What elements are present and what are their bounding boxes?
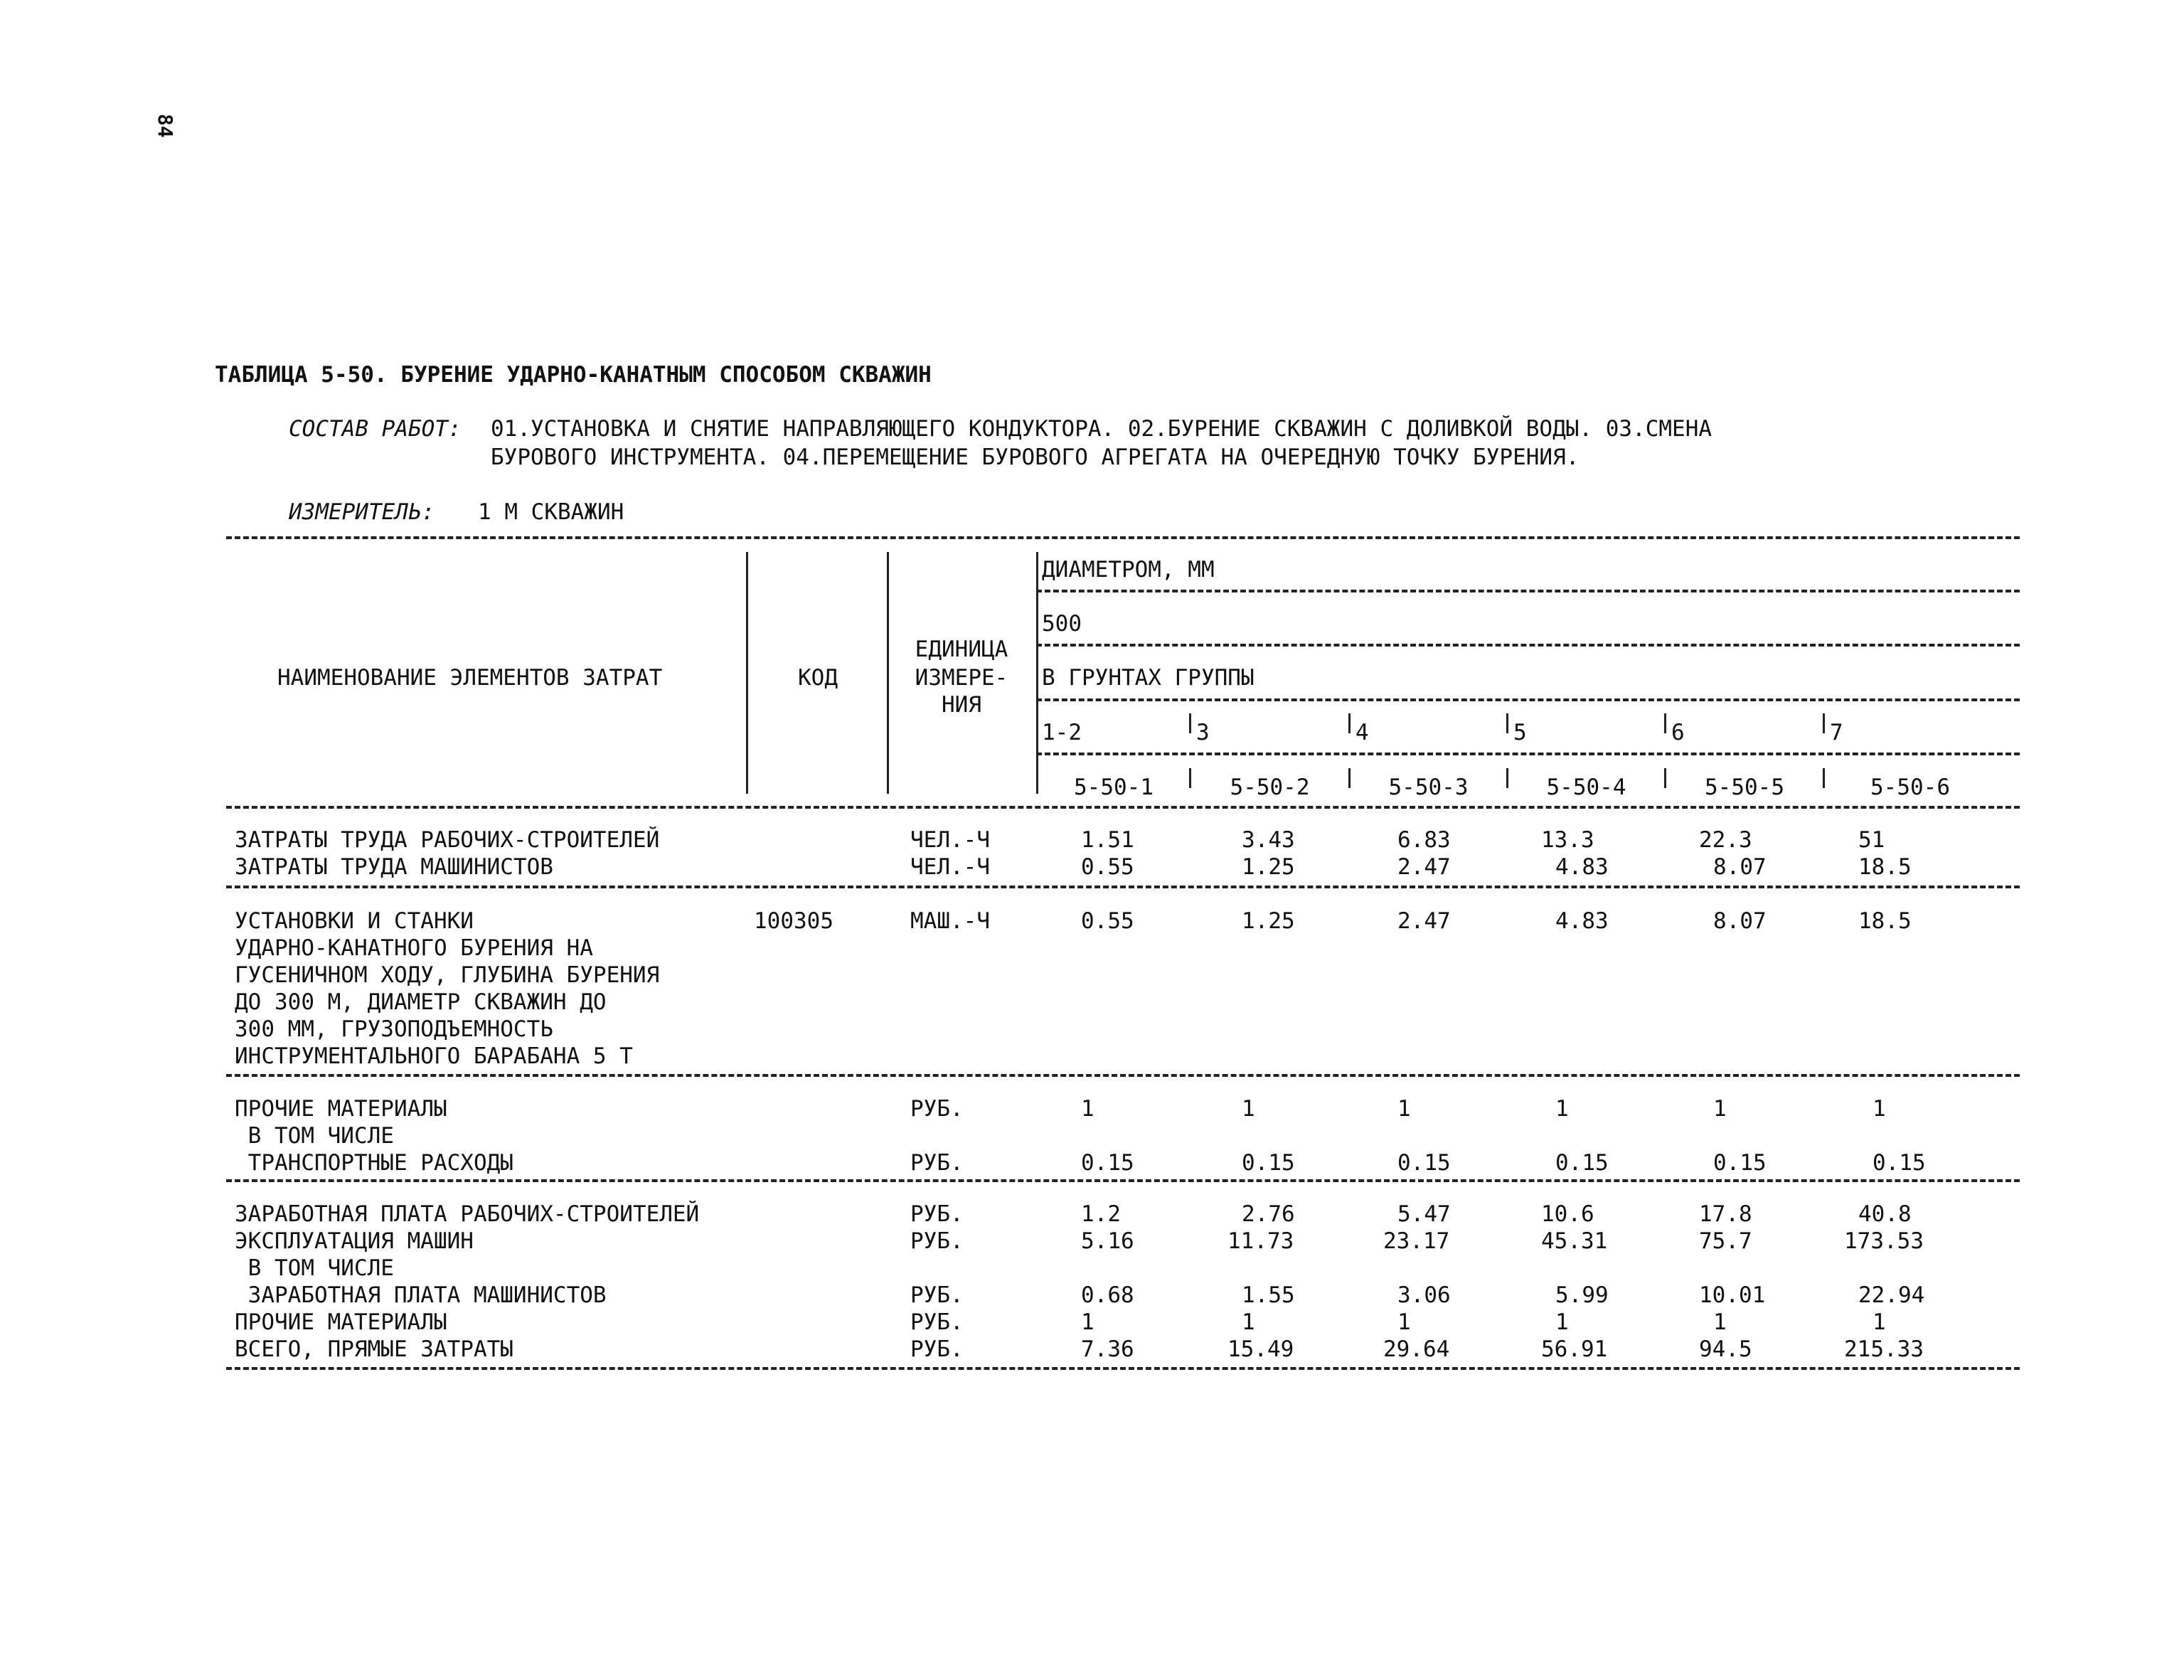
row-value: 1	[1081, 1096, 1094, 1122]
row-value: 5.99	[1555, 1282, 1609, 1308]
header-unit-2: ИЗМЕРЕ-	[915, 665, 1008, 691]
col-sep-unit	[887, 552, 889, 794]
row-name: ЗАТРАТЫ ТРУДА МАШИНИСТОВ	[235, 854, 553, 880]
rule-section2	[226, 1074, 2020, 1077]
row-name-line: 300 ММ, ГРУЗОПОДЪЕМНОСТЬ	[235, 1016, 553, 1042]
row-name: В ТОМ ЧИСЛЕ	[235, 1255, 394, 1281]
row-value: 45.31	[1541, 1228, 1608, 1254]
row-value: 51	[1858, 827, 1885, 853]
composition-label: СОСТАВ РАБОТ:	[289, 416, 462, 442]
row-value: 1.25	[1242, 854, 1295, 880]
row-value: 0.55	[1081, 908, 1134, 934]
row-value: 0.15	[1081, 1150, 1134, 1176]
row-value: 29.64	[1383, 1336, 1450, 1362]
header-unit-3: НИЯ	[942, 692, 981, 718]
row-value: 1	[1242, 1309, 1255, 1335]
row-value: 0.68	[1081, 1282, 1134, 1308]
group-label: 4	[1355, 720, 1369, 745]
row-value: 5.47	[1397, 1201, 1451, 1227]
row-value: 0.15	[1873, 1150, 1926, 1176]
row-name-line: УДАРНО-КАНАТНОГО БУРЕНИЯ НА	[235, 935, 593, 961]
column-code: 5-50-4	[1546, 775, 1626, 800]
column-code: 5-50-1	[1074, 775, 1154, 800]
row-value: 1.51	[1081, 827, 1134, 853]
group-tick	[1506, 713, 1508, 733]
row-value: 1	[1555, 1309, 1569, 1335]
header-diameter: ДИАМЕТРОМ, ММ	[1042, 557, 1215, 583]
row-value: 0.55	[1081, 854, 1134, 880]
row-value: 1	[1713, 1096, 1727, 1122]
row-value: 0.15	[1555, 1150, 1609, 1176]
row-value: 18.5	[1858, 908, 1912, 934]
row-value: 0.15	[1397, 1150, 1451, 1176]
row-unit: РУБ.	[910, 1201, 964, 1227]
row-value: 4.83	[1555, 908, 1609, 934]
header-size: 500	[1042, 611, 1082, 637]
row-value: 22.94	[1858, 1282, 1925, 1308]
group-label: 5	[1513, 720, 1527, 745]
row-name: ПРОЧИЕ МАТЕРИАЛЫ	[235, 1096, 447, 1122]
row-value: 94.5	[1699, 1336, 1752, 1362]
group-label: 1-2	[1042, 720, 1082, 745]
rule-top	[226, 536, 2020, 539]
row-value: 3.06	[1397, 1282, 1451, 1308]
row-value: 11.73	[1227, 1228, 1294, 1254]
row-value: 1	[1873, 1309, 1886, 1335]
row-value: 18.5	[1858, 854, 1912, 880]
group-label: 3	[1196, 720, 1210, 745]
row-name: В ТОМ ЧИСЛЕ	[235, 1123, 394, 1149]
page-number: 84	[154, 114, 177, 138]
rule-groups	[1036, 753, 2020, 755]
rule-section3	[226, 1179, 2020, 1182]
row-unit: РУБ.	[910, 1309, 964, 1335]
row-value: 13.3	[1541, 827, 1594, 853]
row-value: 56.91	[1541, 1336, 1608, 1362]
row-code: 100305	[754, 908, 833, 934]
row-unit: ЧЕЛ.-Ч	[910, 854, 990, 880]
row-name-line: УСТАНОВКИ И СТАНКИ	[235, 908, 474, 934]
row-unit: РУБ.	[910, 1096, 964, 1122]
row-value: 1	[1873, 1096, 1886, 1122]
header-soil: В ГРУНТАХ ГРУППЫ	[1042, 665, 1255, 691]
row-value: 1.55	[1242, 1282, 1295, 1308]
column-code: 5-50-3	[1388, 775, 1469, 800]
row-value: 5.16	[1081, 1228, 1134, 1254]
row-value: 1.2	[1081, 1201, 1121, 1227]
group-label: 6	[1671, 720, 1685, 745]
row-value: 0.15	[1242, 1150, 1295, 1176]
composition-line1: 01.УСТАНОВКА И СНЯТИЕ НАПРАВЛЯЮЩЕГО КОНДУКТОРА. 02.БУРЕНИЕ СКВАЖИН С ДОЛИВКОЙ ВОДЫ. 03.СМЕНА	[491, 416, 1712, 442]
row-value: 215.33	[1844, 1336, 1924, 1362]
row-name: ВСЕГО, ПРЯМЫЕ ЗАТРАТЫ	[235, 1336, 513, 1362]
row-value: 1	[1713, 1309, 1727, 1335]
row-name: ЗАТРАТЫ ТРУДА РАБОЧИХ-СТРОИТЕЛЕЙ	[235, 827, 660, 853]
group-tick	[1823, 713, 1825, 733]
row-value: 1	[1242, 1096, 1255, 1122]
table-title: ТАБЛИЦА 5-50. БУРЕНИЕ УДАРНО-КАНАТНЫМ СПОСОБОМ СКВАЖИН	[215, 362, 932, 388]
row-unit: РУБ.	[910, 1150, 964, 1176]
row-value: 4.83	[1555, 854, 1609, 880]
row-value: 6.83	[1397, 827, 1451, 853]
group-tick	[1664, 713, 1666, 733]
meter-label: ИЗМЕРИТЕЛЬ:	[289, 499, 435, 525]
row-value: 23.17	[1383, 1228, 1450, 1254]
row-value: 1	[1555, 1096, 1569, 1122]
rule-diameter	[1036, 590, 2020, 592]
row-value: 75.7	[1699, 1228, 1752, 1254]
row-value: 15.49	[1227, 1336, 1294, 1362]
row-unit: ЧЕЛ.-Ч	[910, 827, 990, 853]
row-name: ЗАРАБОТНАЯ ПЛАТА МАШИНИСТОВ	[235, 1282, 607, 1308]
row-name: ПРОЧИЕ МАТЕРИАЛЫ	[235, 1309, 447, 1335]
group-tick	[1348, 713, 1351, 733]
group-tick	[1189, 713, 1191, 733]
header-name: НАИМЕНОВАНИЕ ЭЛЕМЕНТОВ ЗАТРАТ	[277, 665, 663, 691]
rule-bottom	[226, 1367, 2020, 1370]
col-sep-code	[746, 552, 748, 794]
row-name-line: ДО 300 М, ДИАМЕТР СКВАЖИН ДО	[235, 989, 607, 1015]
row-name: ЭКСПЛУАТАЦИЯ МАШИН	[235, 1228, 474, 1254]
row-value: 8.07	[1713, 908, 1767, 934]
row-value: 1.25	[1242, 908, 1295, 934]
row-value: 1	[1397, 1096, 1411, 1122]
row-name-line: ИНСТРУМЕНТАЛЬНОГО БАРАБАНА 5 Т	[235, 1043, 633, 1069]
header-unit-1: ЕДИНИЦА	[915, 637, 1008, 662]
row-value: 17.8	[1699, 1201, 1752, 1227]
row-value: 1	[1081, 1309, 1094, 1335]
row-value: 22.3	[1699, 827, 1752, 853]
rule-header-bottom	[226, 806, 2020, 809]
row-value: 7.36	[1081, 1336, 1134, 1362]
meter-value: 1 М СКВАЖИН	[478, 499, 624, 525]
column-code: 5-50-2	[1230, 775, 1310, 800]
composition-line2: БУРОВОГО ИНСТРУМЕНТА. 04.ПЕРЕМЕЩЕНИЕ БУРОВОГО АГРЕГАТА НА ОЧЕРЕДНУЮ ТОЧКУ БУРЕНИЯ.	[491, 445, 1580, 470]
row-value: 0.15	[1713, 1150, 1767, 1176]
row-value: 40.8	[1858, 1201, 1912, 1227]
rule-section1	[226, 886, 2020, 888]
row-name: ЗАРАБОТНАЯ ПЛАТА РАБОЧИХ-СТРОИТЕЛЕЙ	[235, 1201, 700, 1227]
group-label: 7	[1830, 720, 1843, 745]
row-value: 2.47	[1397, 854, 1451, 880]
column-code: 5-50-6	[1870, 775, 1950, 800]
row-value: 2.47	[1397, 908, 1451, 934]
row-name-line: ГУСЕНИЧНОМ ХОДУ, ГЛУБИНА БУРЕНИЯ	[235, 962, 660, 988]
row-name: ТРАНСПОРТНЫЕ РАСХОДЫ	[235, 1150, 513, 1176]
row-unit: РУБ.	[910, 1228, 964, 1254]
header-code: КОД	[798, 665, 838, 691]
row-value: 173.53	[1844, 1228, 1924, 1254]
rule-size	[1036, 644, 2020, 647]
row-value: 10.6	[1541, 1201, 1594, 1227]
row-value: 1	[1397, 1309, 1411, 1335]
row-unit: МАШ.-Ч	[910, 908, 990, 934]
row-unit: РУБ.	[910, 1336, 964, 1362]
row-value: 2.76	[1242, 1201, 1295, 1227]
row-value: 8.07	[1713, 854, 1767, 880]
row-value: 3.43	[1242, 827, 1295, 853]
row-unit: РУБ.	[910, 1282, 964, 1308]
column-code: 5-50-5	[1705, 775, 1784, 800]
rule-soil	[1036, 698, 2020, 701]
row-value: 10.01	[1699, 1282, 1766, 1308]
col-sep-values	[1036, 552, 1038, 794]
